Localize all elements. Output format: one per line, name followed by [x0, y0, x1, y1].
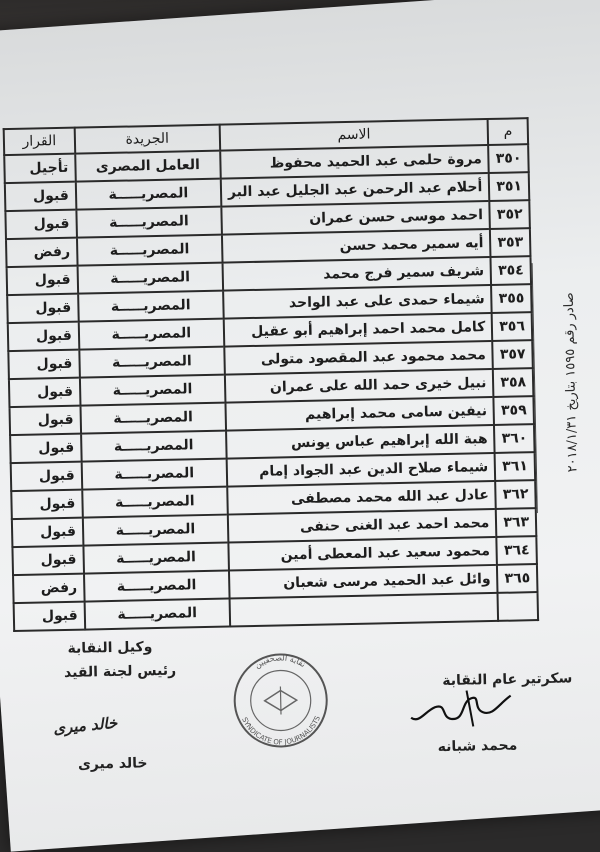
- row-name: احمد موسى حسن عمران: [221, 201, 490, 235]
- row-number: ٣٥٦: [492, 312, 532, 341]
- row-newspaper: المصريـــــة: [80, 403, 226, 434]
- row-number: ٣٥٢: [490, 200, 530, 229]
- right-signatory-title: سكرتير عام النقابة: [442, 670, 573, 690]
- row-decision: قبول: [8, 350, 79, 379]
- row-number: ٣٥٥: [491, 284, 531, 313]
- row-number: [498, 592, 538, 621]
- header-decision: القرار: [4, 128, 75, 155]
- row-newspaper: المصريـــــة: [81, 431, 227, 462]
- row-decision: قبول: [7, 294, 78, 323]
- row-name: هبة الله إبراهيم عباس يونس: [226, 425, 495, 459]
- row-decision: قبول: [5, 210, 76, 239]
- row-newspaper: المصريـــــة: [78, 291, 224, 322]
- row-name: شريف سمير فرج محمد: [222, 257, 491, 291]
- row-name: مروة حلمى عبد الحميد محفوظ: [220, 145, 489, 179]
- row-name: نيفين سامى محمد إبراهيم: [225, 397, 494, 431]
- row-number: ٣٥٧: [493, 340, 533, 369]
- row-newspaper: المصريـــــة: [83, 515, 229, 546]
- table-body: [4, 144, 538, 631]
- row-number: ٣٦٢: [496, 480, 536, 509]
- right-signature: [406, 686, 517, 738]
- row-number: ٣٦٤: [497, 536, 537, 565]
- row-decision: تأجيل: [4, 154, 75, 183]
- row-decision: قبول: [12, 546, 83, 575]
- row-decision: قبول: [7, 266, 78, 295]
- row-decision: قبول: [11, 490, 82, 519]
- outgoing-number-note: صادر رقم ١٥٩٥ بتاريخ ٢٠١٨/١/٣١: [561, 292, 581, 473]
- row-newspaper: المصريـــــة: [84, 571, 230, 602]
- left-signatory-subtitle: رئيس لجنة القيد: [63, 662, 177, 682]
- row-decision: قبول: [10, 406, 81, 435]
- header-name: الاسم: [219, 119, 488, 151]
- row-decision: قبول: [9, 378, 80, 407]
- row-number: ٣٥٤: [491, 256, 531, 285]
- row-newspaper: العامل المصرى: [75, 151, 221, 182]
- row-newspaper: المصريـــــة: [84, 599, 230, 630]
- row-number: ٣٥٨: [493, 368, 533, 397]
- row-name: كامل محمد احمد إبراهيم أبو عقيل: [224, 313, 493, 347]
- row-number: ٣٥١: [489, 172, 529, 201]
- row-number: ٣٦٠: [494, 424, 534, 453]
- row-number: ٣٥٠: [488, 144, 528, 173]
- seal-text-bottom: SYNDICATE OF JOURNALISTS: [240, 714, 323, 747]
- row-name: وائل عبد الحميد مرسى شعبان: [229, 565, 498, 599]
- row-name: أحلام عبد الرحمن عبد الجليل عبد البر: [221, 173, 490, 207]
- left-signatory-title: وكيل النقابة: [67, 639, 153, 657]
- row-name: أيه سمير محمد حسن: [222, 229, 491, 263]
- seal-text-top: نقابة الصحفيين: [252, 653, 308, 671]
- row-name: محمود سعيد عبد المعطى أمين: [228, 537, 497, 571]
- left-signatory-name: خالد ميرى: [77, 755, 148, 773]
- row-number: ٣٦٣: [496, 508, 536, 537]
- row-newspaper: المصريـــــة: [83, 543, 229, 574]
- margin-note: [532, 262, 600, 513]
- row-newspaper: المصريـــــة: [77, 263, 223, 294]
- row-name: نبيل خيرى حمد الله على عمران: [225, 369, 494, 403]
- row-decision: قبول: [12, 518, 83, 547]
- row-name: شيماء صلاح الدين عبد الجواد إمام: [226, 453, 495, 487]
- left-signature: خالد ميرى: [52, 713, 118, 738]
- row-decision: رفض: [13, 574, 84, 603]
- header-newspaper: الجريدة: [74, 125, 220, 154]
- row-decision: قبول: [11, 462, 82, 491]
- svg-text:نقابة الصحفيين: [253, 653, 307, 670]
- row-name: [229, 593, 498, 627]
- row-newspaper: المصريـــــة: [80, 375, 226, 406]
- syndicate-seal: [224, 649, 338, 751]
- row-name: عادل عبد الله محمد مصطفى: [227, 481, 496, 515]
- row-number: ٣٥٣: [490, 228, 530, 257]
- row-decision: رفض: [6, 238, 77, 267]
- row-decision: قبول: [8, 322, 79, 351]
- row-newspaper: المصريـــــة: [82, 487, 228, 518]
- row-number: ٣٦١: [495, 452, 535, 481]
- row-name: محمد محمود عبد المقصود متولى: [224, 341, 493, 375]
- row-number: ٣٥٩: [494, 396, 534, 425]
- row-number: ٣٦٥: [497, 564, 537, 593]
- row-newspaper: المصريـــــة: [76, 179, 222, 210]
- row-newspaper: المصريـــــة: [81, 459, 227, 490]
- row-newspaper: المصريـــــة: [79, 319, 225, 350]
- row-decision: قبول: [14, 602, 85, 631]
- row-newspaper: المصريـــــة: [76, 207, 222, 238]
- row-name: شيماء حمدى على عبد الواحد: [223, 285, 492, 319]
- row-name: محمد احمد عبد الغنى حنفى: [228, 509, 497, 543]
- row-decision: قبول: [5, 182, 76, 211]
- row-decision: قبول: [10, 434, 81, 463]
- right-signatory-name: محمد شبانه: [437, 737, 518, 756]
- header-number: م: [488, 118, 528, 145]
- members-table: [3, 117, 539, 632]
- row-newspaper: المصريـــــة: [79, 347, 225, 378]
- row-newspaper: المصريـــــة: [77, 235, 223, 266]
